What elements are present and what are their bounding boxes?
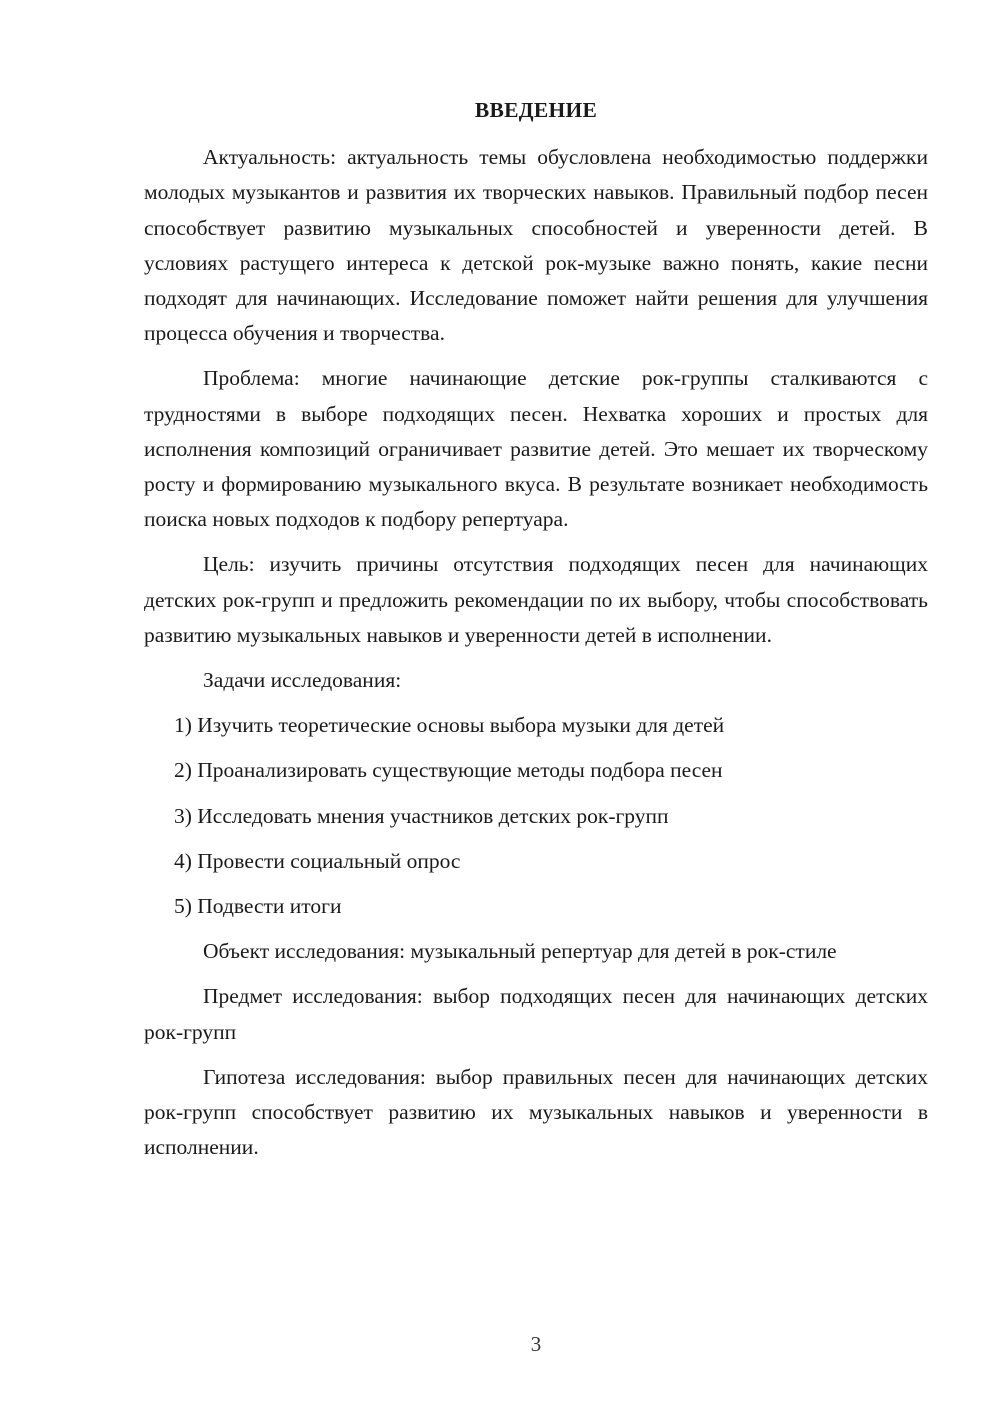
task-item: 5) Подвести итоги	[174, 894, 342, 919]
page-title: ВВЕДЕНИЕ	[474, 98, 598, 122]
goal-paragraph: Цель: изучить причины отсутствия подходящих песен для начинающих детских рок-групп и предложить рекомендации по их выбору, чтобы способствовать развитию музыкальных навыков и уверенности детей в исполнении.	[144, 552, 928, 647]
object-paragraph: Объект исследования: музыкальный репертуар для детей в рок-стиле	[203, 939, 837, 964]
task-item: 3) Исследовать мнения участников детских рок-групп	[174, 803, 669, 828]
subject-paragraph: Предмет исследования: выбор подходящих песен для начинающих детских рок-групп	[144, 984, 928, 1044]
problem-paragraph: Проблема: многие начинающие детские рок-группы сталкиваются с трудностями в выборе подходящих песен. Нехватка хороших и простых для исполнения композиций ограничивает развитие детей. Это мешает их творческому росту и формированию музыкального вкуса. В результате возникает необходимость поиска новых подходов к подбору репертуара.	[144, 366, 928, 532]
task-item: 1) Изучить теоретические основы выбора музыки для детей	[174, 713, 725, 738]
task-item: 2) Проанализировать существующие методы подбора песен	[174, 758, 723, 783]
hypothesis-paragraph: Гипотеза исследования: выбор правильных песен для начинающих детских рок-групп способствует развитию их музыкальных навыков и уверенности в исполнении.	[144, 1064, 928, 1160]
task-item: 4) Провести социальный опрос	[174, 848, 461, 873]
document-page	[144, 93, 928, 1175]
relevance-paragraph: Актуальность: актуальность темы обусловлена необходимостью поддержки молодых музыкантов и развития их творческих навыков. Правильный подбор песен способствует развитию музыкальных способностей и уверенности детей. В условиях растущего интереса к детской рок-музыке важно понять, какие песни подходят для начинающих. Исследование поможет найти решения для улучшения процесса обучения и творчества.	[144, 145, 928, 346]
tasks-heading: Задачи исследования:	[203, 668, 402, 693]
page-number: 3	[530, 1332, 542, 1356]
tasks-list	[144, 708, 928, 924]
